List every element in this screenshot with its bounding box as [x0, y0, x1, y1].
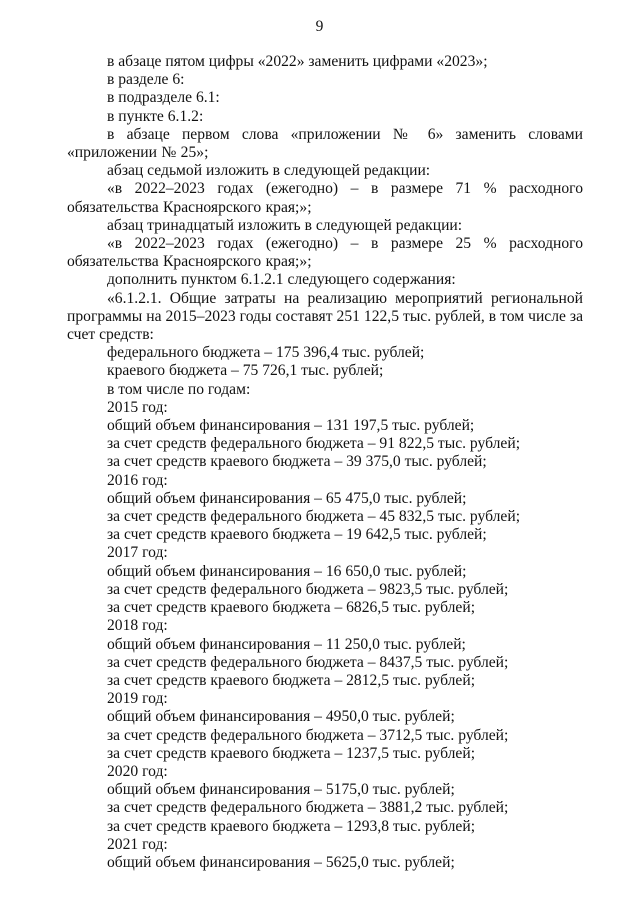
paragraph: за счет средств краевого бюджета – 1293,8 тыс. рублей; [107, 817, 476, 835]
paragraph: общий объем финансирования – 5625,0 тыс. рублей; [107, 853, 455, 871]
paragraph: за счет средств федерального бюджета – 9823,5 тыс. рублей; [107, 580, 509, 598]
paragraph: за счет средств федерального бюджета – 91 822,5 тыс. рублей; [107, 435, 521, 453]
paragraph: за счет средств краевого бюджета – 2812,5 тыс. рублей; [107, 671, 476, 689]
paragraph: общий объем финансирования – 16 650,0 тыс. рублей; [107, 562, 467, 580]
document-body [67, 53, 583, 872]
paragraph: в пункте 6.1.2: [107, 107, 204, 125]
year-heading: 2017 год: [107, 544, 168, 562]
paragraph: в подразделе 6.1: [107, 89, 220, 107]
paragraph: абзац тринадцатый изложить в следующей редакции: [107, 216, 463, 234]
paragraph: в абзаце пятом цифры «2022» заменить цифрами «2023»; [107, 53, 488, 70]
paragraph: «в 2022–2023 годах (ежегодно) – в размере 71 % расходного обязательства Красноярского края;»; [67, 180, 583, 216]
paragraph: общий объем финансирования – 65 475,0 тыс. рублей; [107, 489, 467, 507]
paragraph: за счет средств краевого бюджета – 6826,5 тыс. рублей; [107, 599, 476, 617]
paragraph: общий объем финансирования – 131 197,5 тыс. рублей; [107, 417, 475, 435]
paragraph: дополнить пунктом 6.1.2.1 следующего содержания: [107, 271, 456, 289]
paragraph: общий объем финансирования – 5175,0 тыс. рублей; [107, 781, 455, 799]
paragraph: в разделе 6: [107, 71, 185, 89]
paragraph: за счет средств краевого бюджета – 39 375,0 тыс. рублей; [107, 453, 487, 471]
paragraph: за счет средств федерального бюджета – 3881,2 тыс. рублей; [107, 799, 509, 817]
paragraph: общий объем финансирования – 4950,0 тыс. рублей; [107, 708, 455, 726]
paragraph: «в 2022–2023 годах (ежегодно) – в размере 25 % расходного обязательства Красноярского края;»; [67, 235, 583, 271]
year-heading: 2018 год: [107, 617, 168, 635]
paragraph: за счет средств краевого бюджета – 1237,5 тыс. рублей; [107, 744, 476, 762]
paragraph: общий объем финансирования – 11 250,0 тыс. рублей; [107, 635, 466, 653]
paragraph: за счет средств краевого бюджета – 19 642,5 тыс. рублей; [107, 526, 487, 544]
paragraph: «6.1.2.1. Общие затраты на реализацию мероприятий региональной программы на 2015–2023 годы составят 251 122,5 тыс. рублей, в том числе за счет средств: [67, 289, 583, 344]
paragraph: абзац седьмой изложить в следующей редакции: [107, 162, 431, 180]
paragraph: в том числе по годам: [107, 380, 251, 398]
paragraph: в абзаце первом слова «приложении № 6» заменить словами «приложении № 25»; [67, 125, 583, 162]
paragraph: федерального бюджета – 175 396,4 тыс. рублей; [107, 344, 425, 362]
page-number: 9 [315, 18, 324, 35]
year-heading: 2015 год: [107, 398, 168, 416]
paragraph: за счет средств федерального бюджета – 8437,5 тыс. рублей; [107, 653, 509, 671]
paragraph: за счет средств федерального бюджета – 45 832,5 тыс. рублей; [107, 508, 521, 526]
paragraph: краевого бюджета – 75 726,1 тыс. рублей; [107, 362, 384, 380]
year-heading: 2020 год: [107, 762, 168, 780]
year-heading: 2016 год: [107, 471, 168, 489]
paragraph: за счет средств федерального бюджета – 3712,5 тыс. рублей; [107, 726, 509, 744]
year-heading: 2021 год: [107, 835, 168, 853]
year-heading: 2019 год: [107, 690, 168, 708]
